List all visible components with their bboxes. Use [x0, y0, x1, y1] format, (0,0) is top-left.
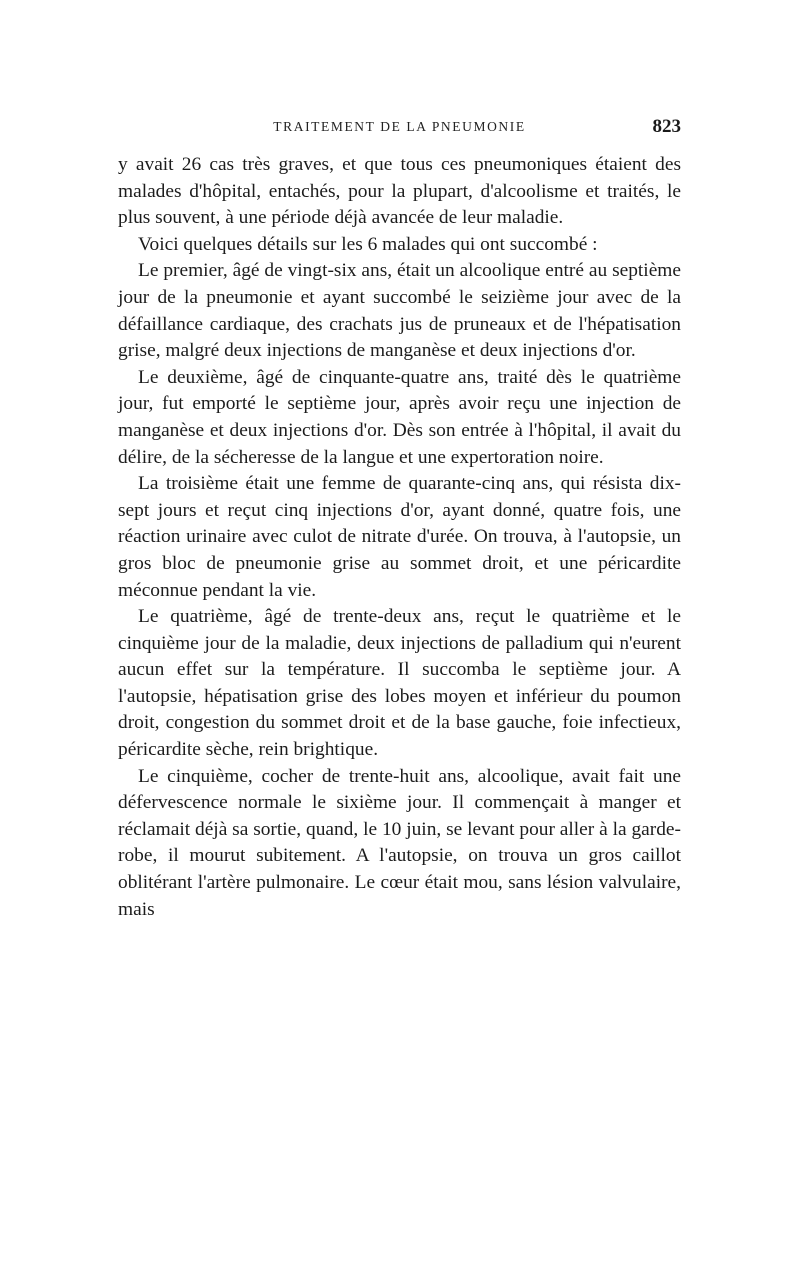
page-number: 823: [652, 116, 681, 137]
paragraph-third-case: La troisième était une femme de quarante-cinq ans, qui résista dix-sept jours et reçut cinq injections d'or, ayant donné, quatre fois, une réaction urinaire avec culot de nitrate d'urée. On trouva, à l'autopsie, un gros bloc de pneumonie grise au sommet droit, et une péricardite méconnue pendant la vie.: [118, 473, 681, 601]
paragraph-intro-deaths: Voici quelques détails sur les 6 malades qui ont succombé :: [138, 233, 598, 255]
running-head-title: TRAITEMENT DE LA PNEUMONIE: [273, 119, 526, 134]
paragraph-fifth-case: Le cinquième, cocher de trente-huit ans, alcoolique, avait fait une défervescence normale le sixième jour. Il commençait à manger et réclamait déjà sa sortie, quand, le 10 juin, se levant pour aller à la garde-robe, il mourut subitement. A l'autopsie, on trouva un gros caillot oblitérant l'artère pulmonaire. Le cœur était mou, sans lésion valvulaire, mais: [118, 765, 681, 920]
paragraph-fourth-case: Le quatrième, âgé de trente-deux ans, reçut le quatrième et le cinquième jour de la maladie, deux injections de palladium qui n'eurent aucun effet sur la température. Il succomba le septième jour. A l'autopsie, hépatisation grise des lobes moyen et inférieur du poumon droit, congestion du sommet droit et de la base gauche, foie infectieux, péricardite sèche, rein brightique.: [118, 606, 681, 761]
running-head: [118, 114, 681, 140]
body-text: [118, 152, 681, 923]
paragraph-second-case: Le deuxième, âgé de cinquante-quatre ans, traité dès le quatrième jour, fut emporté le septième jour, après avoir reçu une injection de manganèse et deux injections d'or. Dès son entrée à l'hôpital, il avait du délire, de la sécheresse de la langue et une expertoration noire.: [118, 366, 681, 468]
paragraph-continuation: y avait 26 cas très graves, et que tous ces pneumoniques étaient des malades d'hôpital, entachés, pour la plupart, d'alcoolisme et traités, le plus souvent, à une période déjà avancée de leur maladie.: [118, 154, 681, 229]
paragraph-first-case: Le premier, âgé de vingt-six ans, était un alcoolique entré au septième jour de la pneumonie et ayant succombé le seizième jour avec de la défaillance cardiaque, des crachats jus de pruneaux et de l'hépatisation grise, malgré deux injections de manganèse et deux injections d'or.: [118, 260, 681, 362]
